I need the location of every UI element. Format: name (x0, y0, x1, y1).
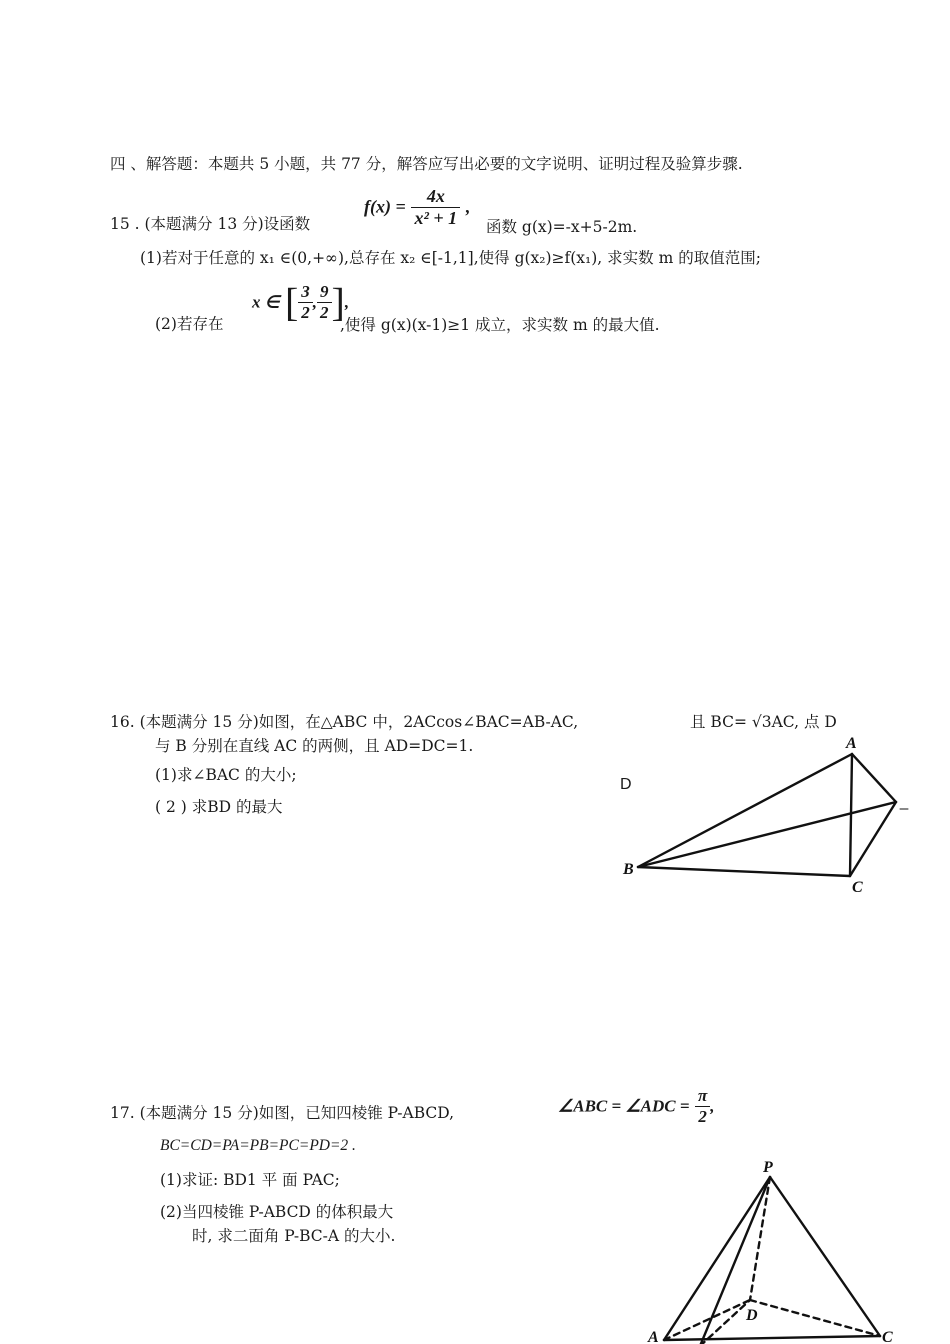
q15-interval-b (317, 282, 332, 323)
q15-interval-a (298, 282, 313, 323)
q17-part2b: 时, 求二面角 P-BC-A 的大小. (192, 1227, 396, 1245)
q15-f-numerator: 4x (411, 186, 460, 208)
q17-line1: 17. (本题满分 15 分)如图，已知四棱锥 P-ABCD, (110, 1104, 455, 1122)
q16-triangle-figure (610, 730, 920, 900)
q16-edge-bd (638, 802, 896, 867)
q15-interval-sep: , (312, 292, 318, 312)
q16-line2: 与 B 分别在直线 AC 的两侧，且 AD=DC=1. (155, 737, 474, 755)
q17-edge-dc-dashed (750, 1300, 880, 1336)
q15-f-comma: , (465, 196, 471, 217)
q17-pi-num: π (695, 1086, 710, 1107)
q16-edge-bc (638, 867, 850, 876)
q16-stray-label-d: D (620, 776, 632, 793)
q15-interval-x: x ∈ (252, 292, 280, 312)
q15-part2-post: ,使得 g(x)(x-1)≥1 成立，求实数 m 的最大值. (340, 316, 660, 334)
q15-f-denominator: x² + 1 (414, 208, 458, 228)
q16-edge-cd (850, 802, 896, 876)
q15-interval-a-den: 2 (301, 303, 310, 322)
q17-pi-fraction (695, 1086, 710, 1127)
q17-label-p: P (763, 1159, 773, 1176)
q15-part2-pre: (2)若存在 (155, 315, 224, 333)
q15-g-text: 函数 g(x)=-x+5-2m. (486, 218, 638, 236)
q16-label-c: C (852, 879, 863, 896)
q16-line1: 16. (本题满分 15 分)如图，在△ABC 中，2ACcos∠BAC=AB-AC, (110, 713, 579, 731)
q15-right-bracket-icon: ] (331, 279, 345, 325)
q15-f-fraction (411, 186, 460, 229)
q16-edge-ba (638, 754, 852, 867)
q17-pi-den: 2 (698, 1107, 707, 1126)
q15-interval (252, 279, 350, 325)
q17-edge-pd-dashed (750, 1177, 770, 1300)
q17-label-d: D (746, 1307, 758, 1324)
q16-part1: (1)求∠BAC 的大小; (155, 766, 297, 784)
q17-line2: BC=CD=PA=PB=PC=PD=2 . (160, 1137, 356, 1154)
q17-label-c: C (882, 1329, 893, 1344)
q17-part2a: (2)当四棱锥 P-ABCD 的体积最大 (160, 1203, 394, 1221)
q17-angle-comma: , (710, 1096, 715, 1116)
q17-angle-eq: ∠ABC = ∠ADC = (558, 1096, 690, 1116)
q15-interval-a-num: 3 (298, 282, 313, 303)
q17-label-a: A (648, 1329, 659, 1344)
q15-interval-b-num: 9 (317, 282, 332, 303)
q16-edge-ad (852, 754, 896, 802)
q15-f-lhs: f(x) = (364, 196, 406, 217)
q15-function-formula (364, 186, 470, 229)
q15-interval-b-den: 2 (320, 303, 329, 322)
q16-part2: ( 2 ) 求BD 的最大 (155, 798, 283, 816)
q15-left-bracket-icon: [ (284, 279, 299, 325)
q17-edge-pc (770, 1177, 880, 1336)
q16-label-b: B (623, 861, 634, 878)
q15-part1: (1)若对于任意的 x₁ ∈(0,+∞),总存在 x₂ ∈[-1,1],使得 g(x₂)≥f(x₁), 求实数 m 的取值范围; (140, 249, 761, 267)
section-heading: 四 、解答题：本题共 5 小题，共 77 分，解答应写出必要的文字说明、证明过程及验算步骤. (110, 155, 743, 173)
q16-line1-right: 且 BC= √3AC, 点 D (690, 713, 837, 731)
q16-label-a: A (846, 735, 857, 752)
q17-part1: (1)求证: BD1 平 面 PAC; (160, 1171, 340, 1189)
q15-interval-comma: , (344, 292, 350, 312)
q17-angle-formula (558, 1086, 715, 1127)
q16-edge-ac (850, 754, 852, 876)
q15-intro: 15 . (本题满分 13 分)设函数 (110, 215, 311, 233)
q17-pyramid-figure (630, 1150, 920, 1344)
q17-edge-ac (664, 1336, 880, 1340)
